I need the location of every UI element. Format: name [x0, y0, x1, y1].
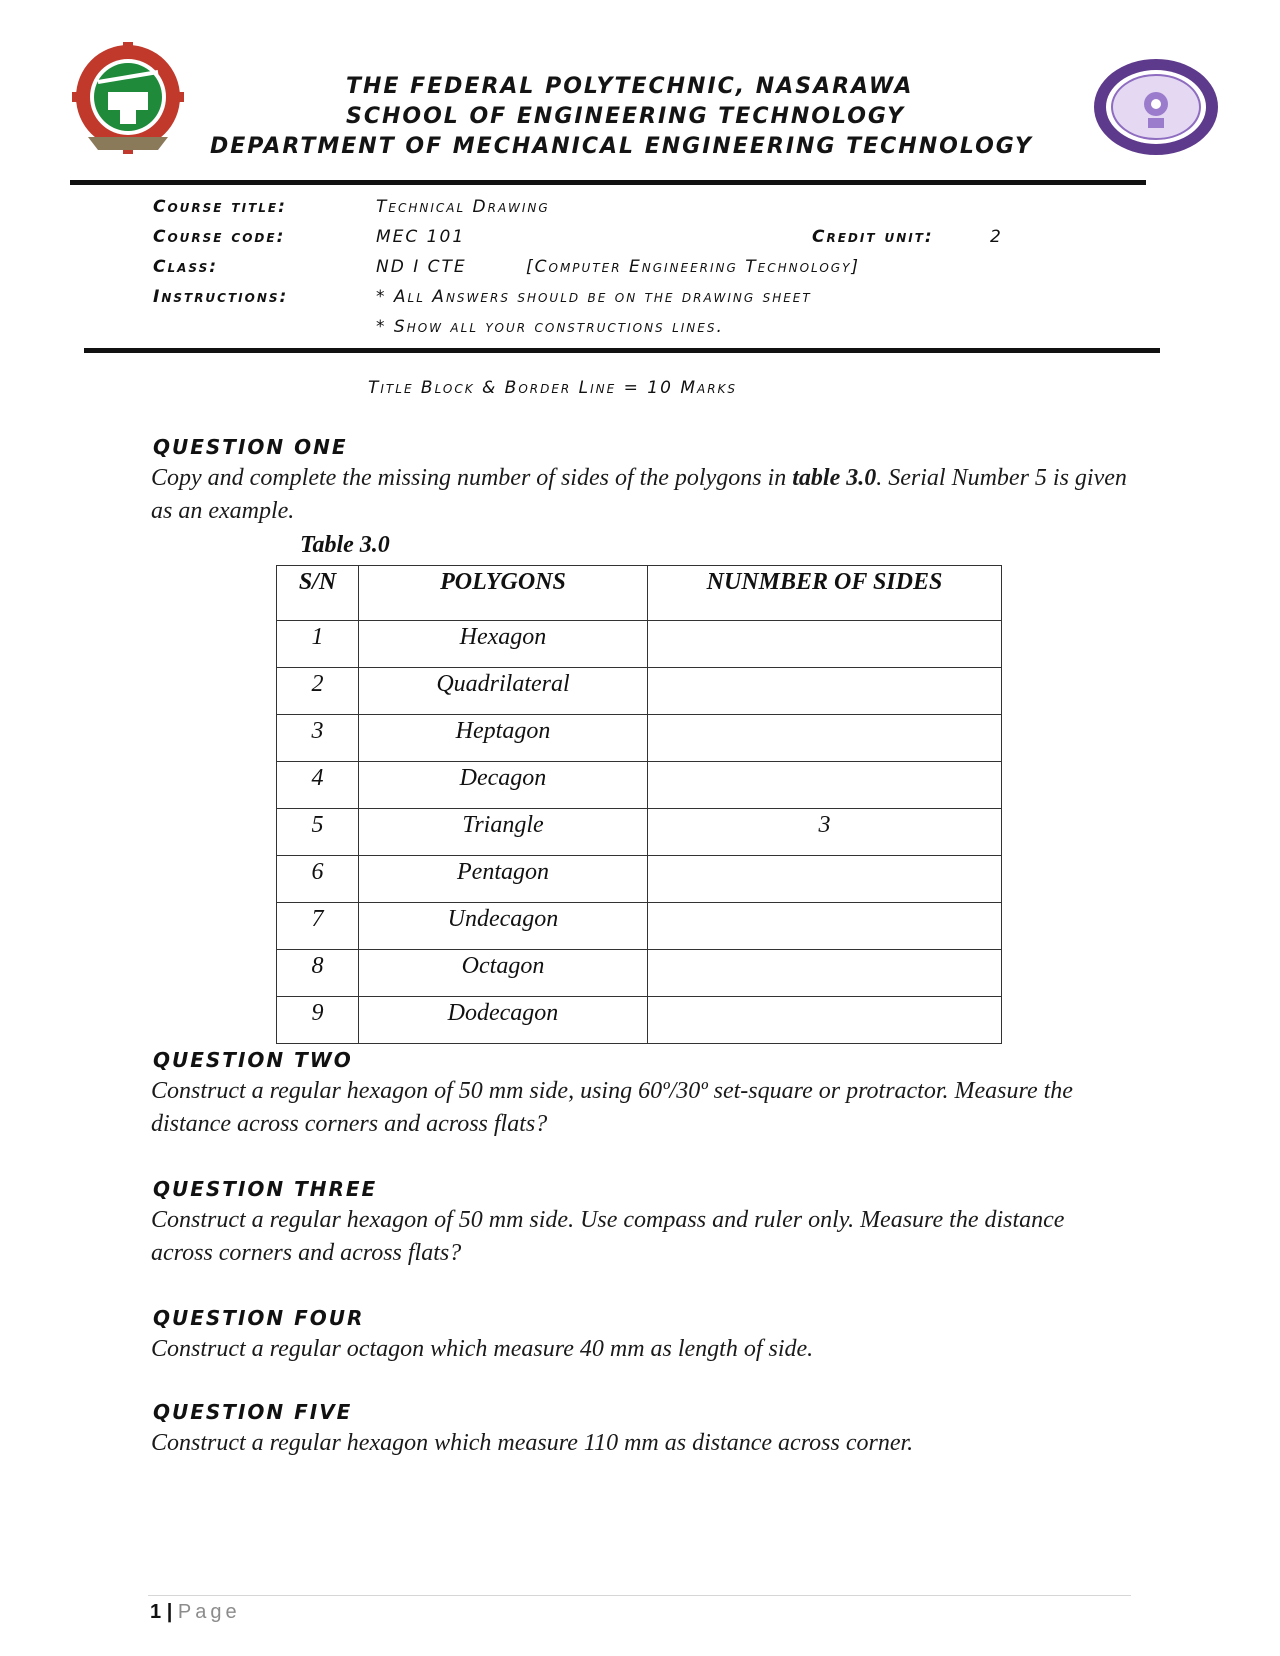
- table-reference: table 3.0: [792, 465, 877, 491]
- question-four-heading: QUESTION FOUR: [153, 1306, 365, 1330]
- footer-divider: [148, 1595, 1131, 1596]
- instructions-label: Instructions:: [153, 287, 289, 307]
- page-footer: [150, 1601, 241, 1624]
- course-code-value: MEC 101: [376, 227, 466, 247]
- polytechnic-crest-icon: [68, 42, 198, 154]
- table-row: 8 Octagon: [277, 950, 1002, 997]
- question-three-text: Construct a regular hexagon of 50 mm side. Use compass and ruler only. Measure the distance across corners and across flats?: [151, 1207, 1065, 1266]
- credit-unit-value: 2: [990, 227, 1003, 247]
- footer-separator: |: [166, 1601, 173, 1623]
- polygons-table: [276, 565, 1002, 1044]
- page-number: 1: [150, 1601, 162, 1623]
- course-code-label: Course code:: [153, 227, 286, 247]
- question-five-heading: QUESTION FIVE: [153, 1400, 353, 1424]
- instruction-item: * Show all your constructions lines.: [376, 317, 724, 337]
- department-name: DEPARTMENT OF MECHANICAL ENGINEERING TECHNOLOGY: [210, 134, 1033, 159]
- table-row: 1 Hexagon: [277, 621, 1002, 668]
- question-two-text: Construct a regular hexagon of 50 mm side, using 60º/30º set-square or protractor. Measure the distance across corners and across flats?: [151, 1078, 1073, 1137]
- class-label: Class:: [153, 257, 219, 277]
- marks-allocation: Title Block & Border Line = 10 Marks: [368, 378, 738, 398]
- question-three-heading: QUESTION THREE: [153, 1177, 378, 1201]
- table-header: POLYGONS: [359, 566, 648, 621]
- table-row: 2 Quadrilateral: [277, 668, 1002, 715]
- credit-unit-label: Credit unit:: [812, 227, 934, 247]
- table-row: 7 Undecagon: [277, 903, 1002, 950]
- table-header: S/N: [277, 566, 359, 621]
- class-value: ND I CTE: [376, 257, 467, 277]
- table-row: 5 Triangle 3: [277, 809, 1002, 856]
- course-title-label: Course title:: [153, 197, 287, 217]
- school-name: SCHOOL OF ENGINEERING TECHNOLOGY: [346, 104, 906, 129]
- table-row: 6 Pentagon: [277, 856, 1002, 903]
- question-one-heading: QUESTION ONE: [153, 435, 348, 459]
- header-divider: [70, 180, 1146, 185]
- table-row: 3 Heptagon: [277, 715, 1002, 762]
- info-divider: [84, 348, 1160, 353]
- table-row: 9 Dodecagon: [277, 997, 1002, 1044]
- question-two-heading: QUESTION TWO: [153, 1048, 353, 1072]
- class-detail: [Computer Engineering Technology]: [526, 257, 861, 277]
- table-header: NUNMBER OF SIDES: [648, 566, 1002, 621]
- question-five-text: Construct a regular hexagon which measure 110 mm as distance across corner.: [151, 1430, 914, 1456]
- mechanical-engineering-students-seal-icon: [1090, 54, 1224, 164]
- question-four-text: Construct a regular octagon which measure 40 mm as length of side.: [151, 1336, 814, 1362]
- institution-name: THE FEDERAL POLYTECHNIC, NASARAWA: [346, 74, 914, 99]
- question-one-text: Copy and complete the missing number of sides of the polygons in table 3.0. Serial Number 5 is given as an example.: [151, 465, 1127, 524]
- instruction-item: * All Answers should be on the drawing sheet: [376, 287, 812, 307]
- table-caption: Table 3.0: [300, 532, 390, 558]
- course-title-value: Technical Drawing: [376, 197, 550, 217]
- table-row: 4 Decagon: [277, 762, 1002, 809]
- page-label: Page: [177, 1601, 241, 1623]
